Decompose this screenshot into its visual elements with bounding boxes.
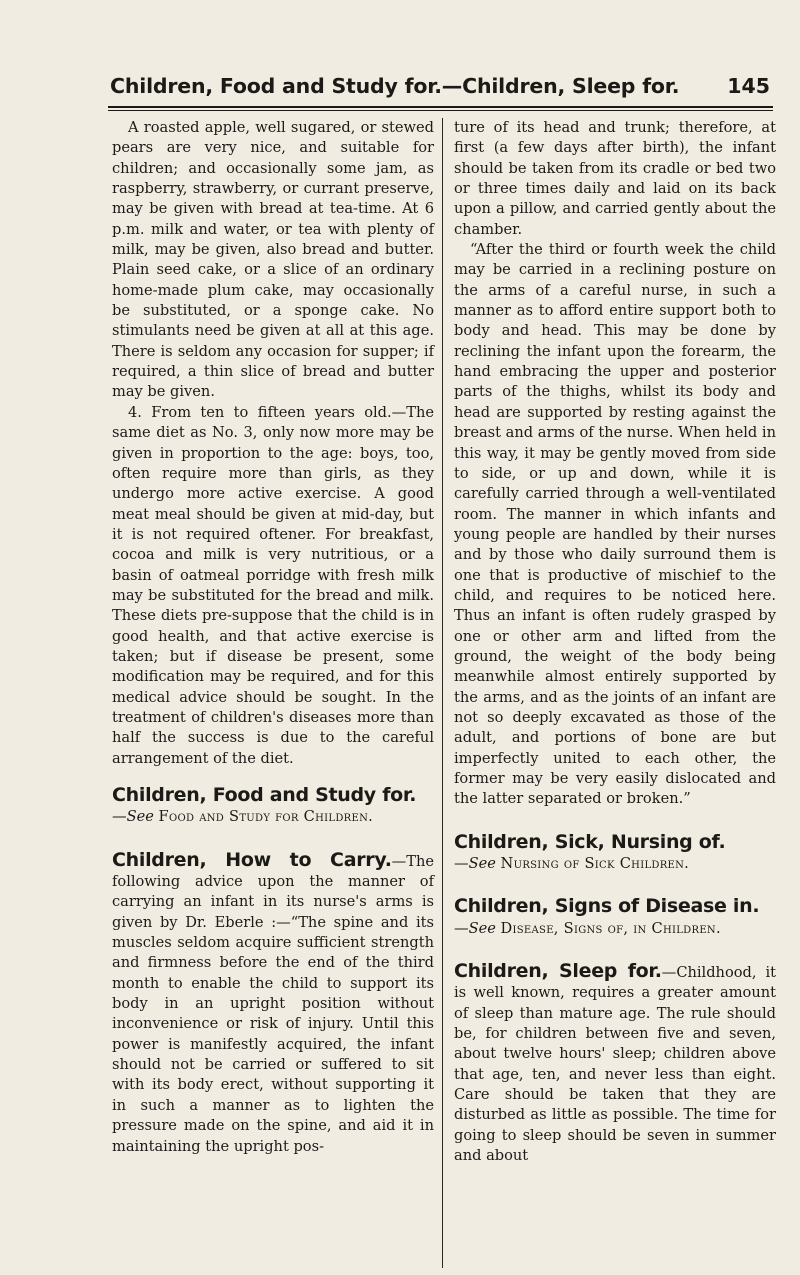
entry-text: —The following advice upon the manner of carrying an infant in its nurse's arms is given by Dr. Eberle :—“The spine and its muscles seldom acquire sufficient strength and firmness before the end of the third month to enable the child to support its body in an upright position without inconvenience or risk of injury. Until this power is manifestly acquired, the infant should not be carried or suffered to sit with its body erect, without supporting it in such a manner as to lighten the pressure made on the spine, and aid it in maintaining the upright pos- <box>112 852 434 1155</box>
paragraph: A roasted apple, well sugared, or stewed pears are very nice, and suitable for children; and occasionally some jam, as raspberry, strawberry, or currant preserve, may be given with bread at tea-time. At 6 p.m. milk and water, or tea with plenty of milk, may be given, also bread and butter. Plain seed cake, or a slice of an ordinary home-made plum cake, may occasionally be substituted, or a sponge cake. No stimulants need be given at all at this age. There is seldom any occasion for supper; if required, a thin slice of bread and butter may be given. <box>112 119 434 401</box>
entry-text: —Childhood, it is well known, requires a greater amount of sleep than mature age. The rule should be, for children between five and seven, about twelve hours' sleep; children above that age, ten, and never less than eight. Care should be taken that they are disturbed as little as possible. The time for going to sleep should be seven in summer and about <box>454 964 776 1165</box>
entry-signs-of-disease <box>454 896 776 939</box>
see-label: —See <box>454 919 496 937</box>
paragraph: “After the third or fourth week the child may be carried in a reclining posture on the arms of a careful nurse, in such a manner as to afford entire support both to body and head. This may be done by reclining the infant upon the forearm, the hand embracing the upper and posterior parts of the thighs, whilst its body and head are supported by resting against the breast and arms of the nurse. When held in this way, it may be gently moved from side to side, or up and down, while it is carefully carried through a well-ventilated room. The manner in which infants and young people are handled by their nurses and by those who daily surround them is one that is productive of mischief to the child, and requires to be noticed here. Thus an infant is often rudely grasped by one or other arm and lifted from the ground, the weight of the body being meanwhile almost entirely supported by the arms, and as the joints of an infant are not so deeply excavated as those of the adult, and portions of bone are but imperfectly united to each other, the former may be very easily dislocated and the latter separated or broken.” <box>454 241 776 808</box>
see-label: See <box>468 855 496 873</box>
cross-reference: Food and Study for Children. <box>158 808 374 826</box>
entry-food-and-study <box>112 785 434 828</box>
entry-heading: Children, Food and Study for. <box>112 784 417 806</box>
entry-heading: Children, Sick, Nursing of. <box>454 830 726 853</box>
entry-heading: Children, Signs of Disease in. <box>454 895 760 918</box>
paragraph: ture of its head and trunk; therefore, at first (a few days after birth), the infant should be taken from its cradle or bed two or three times daily and laid on its back upon a pillow, and carried gently about the chamber. <box>454 119 776 238</box>
column-divider <box>442 118 443 1268</box>
paragraph: 4. From ten to fifteen years old.—The same diet as No. 3, only now more may be given in proportion to the age: boys, too, often require more than girls, as they undergo more active exercise. A good meat meal should be given at mid-day, but it is not required oftener. For breakfast, cocoa and milk is very nutritious, or a basin of oatmeal porridge with fresh milk may be substituted for the bread and milk. These diets pre-suppose that the child is in good health, and that active exercise is taken; but if disease be present, some modification may be required, and for this medical advice should be sought. In the treatment of children's diseases more than half the success is due to the careful arrangement of the diet. <box>112 403 434 767</box>
cross-reference: Disease, Signs of, in Children. <box>500 919 721 937</box>
entry-how-to-carry <box>112 850 434 1157</box>
cross-reference: Nursing of Sick Children. <box>500 855 690 873</box>
page-number: 145 <box>727 74 770 98</box>
header-rule-thin <box>108 110 773 111</box>
entry-sick-nursing <box>454 832 776 875</box>
entry-sleep-for <box>454 961 776 1166</box>
running-head: Children, Food and Study for.—Children, Sleep for. <box>110 74 680 98</box>
entry-heading: Children, How to Carry. <box>112 848 392 871</box>
page-header <box>110 72 770 102</box>
left-column <box>112 118 434 1157</box>
see-label: —See <box>112 808 154 826</box>
header-rule <box>108 106 773 108</box>
see-dash: — <box>454 855 469 873</box>
right-column <box>454 118 776 1167</box>
entry-heading: Children, Sleep for. <box>454 960 662 983</box>
